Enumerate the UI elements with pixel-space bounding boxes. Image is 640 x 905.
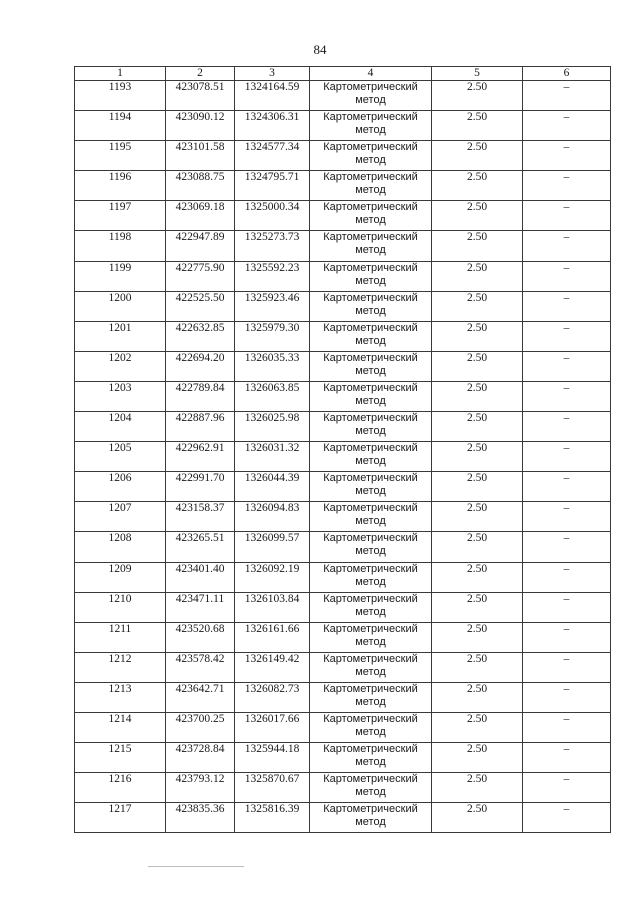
x-coordinate-cell: 422991.70	[166, 472, 235, 502]
accuracy-cell: 2.50	[432, 652, 523, 682]
table-row	[75, 231, 611, 261]
table-body	[75, 81, 611, 833]
table-row	[75, 472, 611, 502]
method-cell	[310, 351, 432, 381]
table-row	[75, 201, 611, 231]
method-cell	[310, 381, 432, 411]
method-line-1: Картометрический	[323, 652, 418, 665]
accuracy-cell: 2.50	[432, 592, 523, 622]
method-cell	[310, 261, 432, 291]
y-coordinate-cell: 1326094.83	[235, 502, 310, 532]
accuracy-cell: 2.50	[432, 201, 523, 231]
footer-divider	[148, 866, 244, 867]
table-row	[75, 532, 611, 562]
method-line-2: метод	[355, 545, 386, 558]
method-line-2: метод	[355, 695, 386, 708]
point-number-cell: 1201	[75, 321, 166, 351]
accuracy-cell: 2.50	[432, 442, 523, 472]
accuracy-cell: 2.50	[432, 351, 523, 381]
point-number-cell: 1210	[75, 592, 166, 622]
method-line-2: метод	[355, 184, 386, 197]
table-row	[75, 81, 611, 111]
point-number-cell: 1208	[75, 532, 166, 562]
table-row	[75, 291, 611, 321]
point-number-cell: 1195	[75, 141, 166, 171]
accuracy-cell: 2.50	[432, 803, 523, 833]
accuracy-cell: 2.50	[432, 412, 523, 442]
method-line-2: метод	[355, 816, 386, 829]
table-row	[75, 261, 611, 291]
method-cell	[310, 773, 432, 803]
method-line-1: Картометрический	[323, 201, 418, 214]
method-cell	[310, 111, 432, 141]
method-cell	[310, 592, 432, 622]
note-cell: –	[523, 472, 611, 502]
x-coordinate-cell: 423793.12	[166, 773, 235, 803]
method-cell	[310, 803, 432, 833]
method-cell	[310, 652, 432, 682]
method-line-1: Картометрический	[323, 592, 418, 605]
method-line-1: Картометрический	[323, 562, 418, 575]
accuracy-cell: 2.50	[432, 321, 523, 351]
method-cell	[310, 743, 432, 773]
method-line-2: метод	[355, 605, 386, 618]
x-coordinate-cell: 423700.25	[166, 712, 235, 742]
point-number-cell: 1196	[75, 171, 166, 201]
method-line-2: метод	[355, 635, 386, 648]
table-row	[75, 141, 611, 171]
note-cell: –	[523, 592, 611, 622]
y-coordinate-cell: 1326044.39	[235, 472, 310, 502]
column-header: 6	[523, 67, 611, 81]
method-line-1: Картометрический	[323, 171, 418, 184]
y-coordinate-cell: 1325870.67	[235, 773, 310, 803]
note-cell: –	[523, 682, 611, 712]
note-cell: –	[523, 81, 611, 111]
method-cell	[310, 712, 432, 742]
accuracy-cell: 2.50	[432, 81, 523, 111]
y-coordinate-cell: 1324795.71	[235, 171, 310, 201]
point-number-cell: 1204	[75, 412, 166, 442]
x-coordinate-cell: 422632.85	[166, 321, 235, 351]
method-cell	[310, 412, 432, 442]
method-cell	[310, 532, 432, 562]
method-line-1: Картометрический	[323, 351, 418, 364]
note-cell: –	[523, 111, 611, 141]
table-row	[75, 171, 611, 201]
table-row	[75, 592, 611, 622]
method-line-1: Картометрический	[323, 321, 418, 334]
point-number-cell: 1206	[75, 472, 166, 502]
method-line-1: Картометрический	[323, 682, 418, 695]
page-number: 84	[313, 42, 327, 57]
method-line-2: метод	[355, 394, 386, 407]
method-line-1: Картометрический	[323, 141, 418, 154]
x-coordinate-cell: 423158.37	[166, 502, 235, 532]
column-header: 3	[235, 67, 310, 81]
y-coordinate-cell: 1326025.98	[235, 412, 310, 442]
method-line-2: метод	[355, 756, 386, 769]
y-coordinate-cell: 1326031.32	[235, 442, 310, 472]
point-number-cell: 1199	[75, 261, 166, 291]
x-coordinate-cell: 423101.58	[166, 141, 235, 171]
note-cell: –	[523, 712, 611, 742]
method-line-1: Картометрический	[323, 111, 418, 124]
column-header: 1	[75, 67, 166, 81]
x-coordinate-cell: 422947.89	[166, 231, 235, 261]
x-coordinate-cell: 423265.51	[166, 532, 235, 562]
method-line-2: метод	[355, 725, 386, 738]
method-cell	[310, 141, 432, 171]
y-coordinate-cell: 1326099.57	[235, 532, 310, 562]
note-cell: –	[523, 291, 611, 321]
method-line-1: Картометрический	[323, 622, 418, 635]
note-cell: –	[523, 351, 611, 381]
accuracy-cell: 2.50	[432, 562, 523, 592]
table-row	[75, 381, 611, 411]
method-cell	[310, 81, 432, 111]
method-line-1: Картометрический	[323, 231, 418, 244]
method-cell	[310, 622, 432, 652]
note-cell: –	[523, 141, 611, 171]
note-cell: –	[523, 201, 611, 231]
point-number-cell: 1211	[75, 622, 166, 652]
table-row	[75, 622, 611, 652]
table-row	[75, 743, 611, 773]
table-row	[75, 712, 611, 742]
point-number-cell: 1214	[75, 712, 166, 742]
table-row	[75, 773, 611, 803]
y-coordinate-cell: 1326063.85	[235, 381, 310, 411]
method-line-1: Картометрический	[323, 712, 418, 725]
x-coordinate-cell: 423471.11	[166, 592, 235, 622]
point-number-cell: 1215	[75, 743, 166, 773]
note-cell: –	[523, 562, 611, 592]
y-coordinate-cell: 1326082.73	[235, 682, 310, 712]
table-row	[75, 412, 611, 442]
y-coordinate-cell: 1324577.34	[235, 141, 310, 171]
y-coordinate-cell: 1324306.31	[235, 111, 310, 141]
note-cell: –	[523, 231, 611, 261]
accuracy-cell: 2.50	[432, 111, 523, 141]
y-coordinate-cell: 1325592.23	[235, 261, 310, 291]
method-line-2: метод	[355, 274, 386, 287]
point-number-cell: 1213	[75, 682, 166, 712]
table-row	[75, 442, 611, 472]
y-coordinate-cell: 1325816.39	[235, 803, 310, 833]
x-coordinate-cell: 423728.84	[166, 743, 235, 773]
table-row	[75, 321, 611, 351]
note-cell: –	[523, 442, 611, 472]
method-line-2: метод	[355, 214, 386, 227]
point-number-cell: 1203	[75, 381, 166, 411]
y-coordinate-cell: 1326149.42	[235, 652, 310, 682]
note-cell: –	[523, 171, 611, 201]
method-line-1: Картометрический	[323, 442, 418, 455]
y-coordinate-cell: 1326161.66	[235, 622, 310, 652]
method-line-2: метод	[355, 304, 386, 317]
method-cell	[310, 231, 432, 261]
x-coordinate-cell: 423078.51	[166, 81, 235, 111]
method-line-2: метод	[355, 515, 386, 528]
method-line-2: метод	[355, 244, 386, 257]
method-line-2: метод	[355, 425, 386, 438]
method-line-2: метод	[355, 154, 386, 167]
y-coordinate-cell: 1326092.19	[235, 562, 310, 592]
table-row	[75, 351, 611, 381]
accuracy-cell: 2.50	[432, 381, 523, 411]
table-header-row	[75, 67, 611, 81]
accuracy-cell: 2.50	[432, 743, 523, 773]
table-row	[75, 682, 611, 712]
method-line-2: метод	[355, 334, 386, 347]
point-number-cell: 1209	[75, 562, 166, 592]
y-coordinate-cell: 1326017.66	[235, 712, 310, 742]
method-line-1: Картометрический	[323, 381, 418, 394]
accuracy-cell: 2.50	[432, 141, 523, 171]
point-number-cell: 1212	[75, 652, 166, 682]
method-cell	[310, 291, 432, 321]
x-coordinate-cell: 422525.50	[166, 291, 235, 321]
x-coordinate-cell: 423090.12	[166, 111, 235, 141]
x-coordinate-cell: 423835.36	[166, 803, 235, 833]
note-cell: –	[523, 261, 611, 291]
y-coordinate-cell: 1325273.73	[235, 231, 310, 261]
note-cell: –	[523, 412, 611, 442]
method-cell	[310, 472, 432, 502]
x-coordinate-cell: 422962.91	[166, 442, 235, 472]
x-coordinate-cell: 422775.90	[166, 261, 235, 291]
accuracy-cell: 2.50	[432, 712, 523, 742]
table-row	[75, 502, 611, 532]
point-number-cell: 1198	[75, 231, 166, 261]
y-coordinate-cell: 1326035.33	[235, 351, 310, 381]
method-cell	[310, 682, 432, 712]
method-line-1: Картометрический	[323, 472, 418, 485]
column-header: 2	[166, 67, 235, 81]
x-coordinate-cell: 423520.68	[166, 622, 235, 652]
accuracy-cell: 2.50	[432, 261, 523, 291]
note-cell: –	[523, 803, 611, 833]
y-coordinate-cell: 1325000.34	[235, 201, 310, 231]
method-line-2: метод	[355, 455, 386, 468]
method-line-1: Картометрический	[323, 81, 418, 93]
point-number-cell: 1202	[75, 351, 166, 381]
method-line-1: Картометрический	[323, 803, 418, 816]
method-cell	[310, 321, 432, 351]
note-cell: –	[523, 622, 611, 652]
accuracy-cell: 2.50	[432, 291, 523, 321]
point-number-cell: 1193	[75, 81, 166, 111]
method-line-1: Картометрический	[323, 502, 418, 515]
method-line-2: метод	[355, 124, 386, 137]
coordinates-table	[74, 66, 611, 833]
y-coordinate-cell: 1325944.18	[235, 743, 310, 773]
x-coordinate-cell: 422789.84	[166, 381, 235, 411]
method-line-2: метод	[355, 364, 386, 377]
note-cell: –	[523, 381, 611, 411]
y-coordinate-cell: 1326103.84	[235, 592, 310, 622]
point-number-cell: 1197	[75, 201, 166, 231]
table-row	[75, 652, 611, 682]
y-coordinate-cell: 1325923.46	[235, 291, 310, 321]
method-cell	[310, 171, 432, 201]
method-line-2: метод	[355, 786, 386, 799]
method-line-2: метод	[355, 575, 386, 588]
x-coordinate-cell: 423578.42	[166, 652, 235, 682]
method-line-1: Картометрический	[323, 532, 418, 545]
accuracy-cell: 2.50	[432, 231, 523, 261]
method-cell	[310, 442, 432, 472]
point-number-cell: 1194	[75, 111, 166, 141]
x-coordinate-cell: 423088.75	[166, 171, 235, 201]
y-coordinate-cell: 1325979.30	[235, 321, 310, 351]
accuracy-cell: 2.50	[432, 502, 523, 532]
method-line-2: метод	[355, 94, 386, 106]
point-number-cell: 1205	[75, 442, 166, 472]
accuracy-cell: 2.50	[432, 773, 523, 803]
point-number-cell: 1217	[75, 803, 166, 833]
x-coordinate-cell: 423401.40	[166, 562, 235, 592]
method-line-1: Картометрический	[323, 743, 418, 756]
x-coordinate-cell: 422887.96	[166, 412, 235, 442]
point-number-cell: 1200	[75, 291, 166, 321]
accuracy-cell: 2.50	[432, 472, 523, 502]
y-coordinate-cell: 1324164.59	[235, 81, 310, 111]
method-line-1: Картометрический	[323, 261, 418, 274]
method-line-1: Картометрический	[323, 412, 418, 425]
point-number-cell: 1216	[75, 773, 166, 803]
table-row	[75, 111, 611, 141]
table-row	[75, 562, 611, 592]
column-header: 4	[310, 67, 432, 81]
method-line-2: метод	[355, 665, 386, 678]
accuracy-cell: 2.50	[432, 622, 523, 652]
method-line-2: метод	[355, 485, 386, 498]
x-coordinate-cell: 422694.20	[166, 351, 235, 381]
method-line-1: Картометрический	[323, 291, 418, 304]
column-header: 5	[432, 67, 523, 81]
method-line-1: Картометрический	[323, 773, 418, 786]
x-coordinate-cell: 423069.18	[166, 201, 235, 231]
method-cell	[310, 201, 432, 231]
method-cell	[310, 562, 432, 592]
table-row	[75, 803, 611, 833]
note-cell: –	[523, 532, 611, 562]
x-coordinate-cell: 423642.71	[166, 682, 235, 712]
note-cell: –	[523, 743, 611, 773]
point-number-cell: 1207	[75, 502, 166, 532]
note-cell: –	[523, 321, 611, 351]
accuracy-cell: 2.50	[432, 682, 523, 712]
accuracy-cell: 2.50	[432, 171, 523, 201]
accuracy-cell: 2.50	[432, 532, 523, 562]
note-cell: –	[523, 773, 611, 803]
note-cell: –	[523, 502, 611, 532]
note-cell: –	[523, 652, 611, 682]
method-cell	[310, 502, 432, 532]
